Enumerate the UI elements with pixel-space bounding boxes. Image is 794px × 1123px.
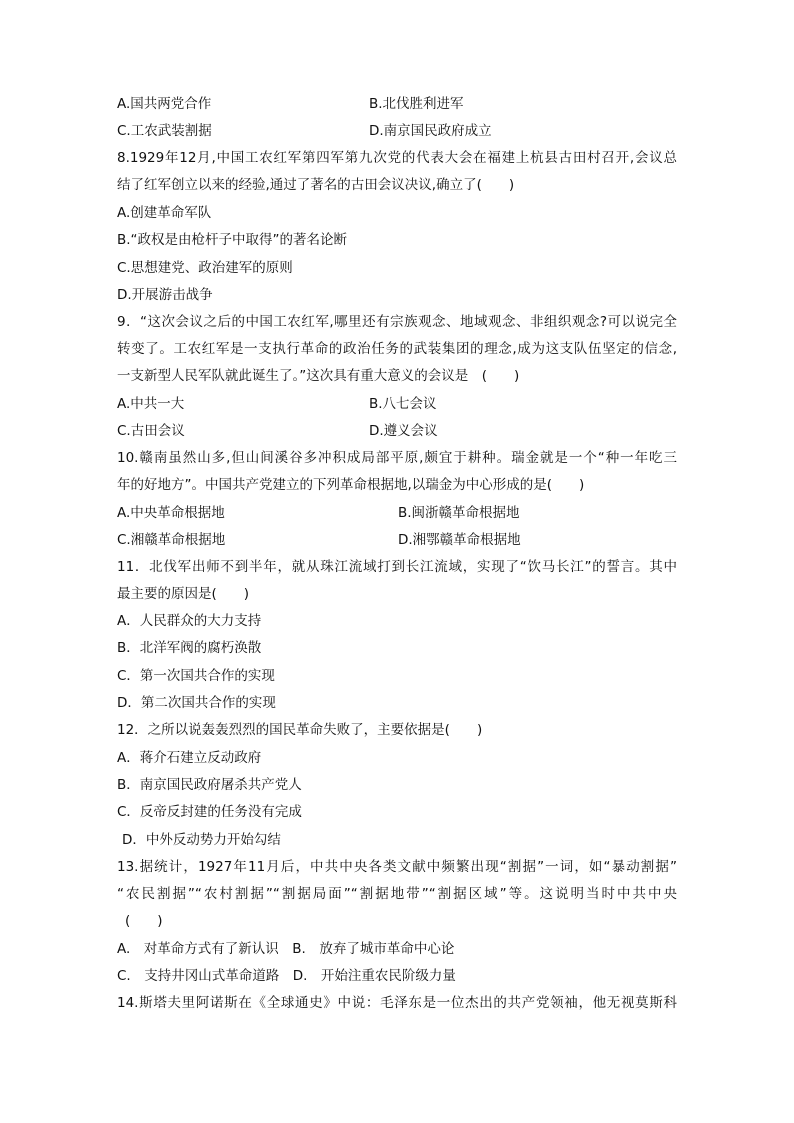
- question-9-stem-line3: 一支新型人民军队就此诞生了。”这次具有重大意义的会议是 ( ): [117, 368, 520, 384]
- question-8-option-a: A.创建革命军队: [117, 205, 212, 221]
- question-8-option-b: B.“政权是由枪杆子中取得”的著名论断: [117, 232, 348, 248]
- question-12-option-a: A．蒋介石建立反动政府: [117, 750, 262, 766]
- question-11-stem-line1: 11．北伐军出师不到半年，就从珠江流域打到长江流域，实现了“饮马长江”的誓言。其中: [117, 559, 677, 575]
- question-9-option-b: B.八七会议: [369, 396, 437, 412]
- option-c: C.工农武装割据: [117, 123, 212, 139]
- question-8-option-c: C.思想建党、政治建军的原则: [117, 260, 293, 276]
- question-8-stem-line1: 8.1929年12月,中国工农红军第四军第九次党的代表大会在福建上杭县古田村召开,会议总: [117, 150, 677, 166]
- question-10-stem-line1: 10.赣南虽然山多,但山间溪谷多冲积成局部平原,颇宜于耕种。瑞金就是一个“种一年吃三: [117, 450, 677, 466]
- question-13-options-ab: A. 对革命方式有了新认识 B. 放弃了城市革命中心论: [117, 941, 455, 957]
- question-12-option-c: C．反帝反封建的任务没有完成: [117, 804, 302, 820]
- question-12-option-b: B．南京国民政府屠杀共产党人: [117, 777, 302, 793]
- question-9-option-d: D.遵义会议: [369, 423, 438, 439]
- option-a: A.国共两党合作: [117, 96, 212, 112]
- question-9-option-a: A.中共一大: [117, 396, 185, 412]
- question-8-option-d: D.开展游击战争: [117, 287, 213, 303]
- question-9-option-c: C.古田会议: [117, 423, 185, 439]
- question-11-option-c: C．第一次国共合作的实现: [117, 668, 275, 684]
- question-8-stem-line2: 结了红军创立以来的经验,通过了著名的古田会议决议,确立了( ): [117, 177, 515, 193]
- option-b: B.北伐胜利进军: [369, 96, 464, 112]
- question-14-stem-line1: 14.斯塔夫里阿诺斯在《全球通史》中说：毛泽东是一位杰出的共产党领袖，他无视莫斯科: [117, 995, 677, 1011]
- question-13-stem-line2: “农民割据”“农村割据”“割据局面”“割据地带”“割据区域”等。这说明当时中共中央: [117, 886, 677, 902]
- question-10-option-b: B.闽浙赣革命根据地: [398, 505, 520, 521]
- question-13-stem-line1: 13.据统计，1927年11月后，中共中央各类文献中频繁出现“割据”一词，如“暴动割据”: [117, 859, 677, 875]
- question-9-stem-line1: 9．“这次会议之后的中国工农红军,哪里还有宗族观念、地域观念、非组织观念?可以说完全: [117, 314, 677, 330]
- question-10-option-a: A.中央革命根据地: [117, 505, 225, 521]
- question-11-option-d: D．第二次国共合作的实现: [117, 695, 276, 711]
- question-13-stem-line3: ( ): [125, 913, 163, 929]
- question-11-stem-line2: 最主要的原因是( ): [117, 586, 250, 602]
- option-d: D.南京国民政府成立: [369, 123, 492, 139]
- question-12-option-d: D．中外反动势力开始勾结: [122, 832, 281, 848]
- question-11-option-a: A．人民群众的大力支持: [117, 613, 262, 629]
- question-10-option-c: C.湘赣革命根据地: [117, 532, 226, 548]
- question-10-stem-line2: 年的好地方”。中国共产党建立的下列革命根据地,以瑞金为中心形成的是( ): [117, 477, 585, 493]
- question-13-options-cd: C. 支持井冈山式革命道路 D. 开始注重农民阶级力量: [117, 968, 456, 984]
- question-12-stem: 12．之所以说轰轰烈烈的国民革命失败了，主要依据是( ): [117, 722, 483, 738]
- question-11-option-b: B．北洋军阀的腐朽涣散: [117, 640, 262, 656]
- question-9-stem-line2: 转变了。工农红军是一支执行革命的政治任务的武装集团的理念,成为这支队伍坚定的信念,: [117, 341, 677, 357]
- question-10-option-d: D.湘鄂赣革命根据地: [398, 532, 521, 548]
